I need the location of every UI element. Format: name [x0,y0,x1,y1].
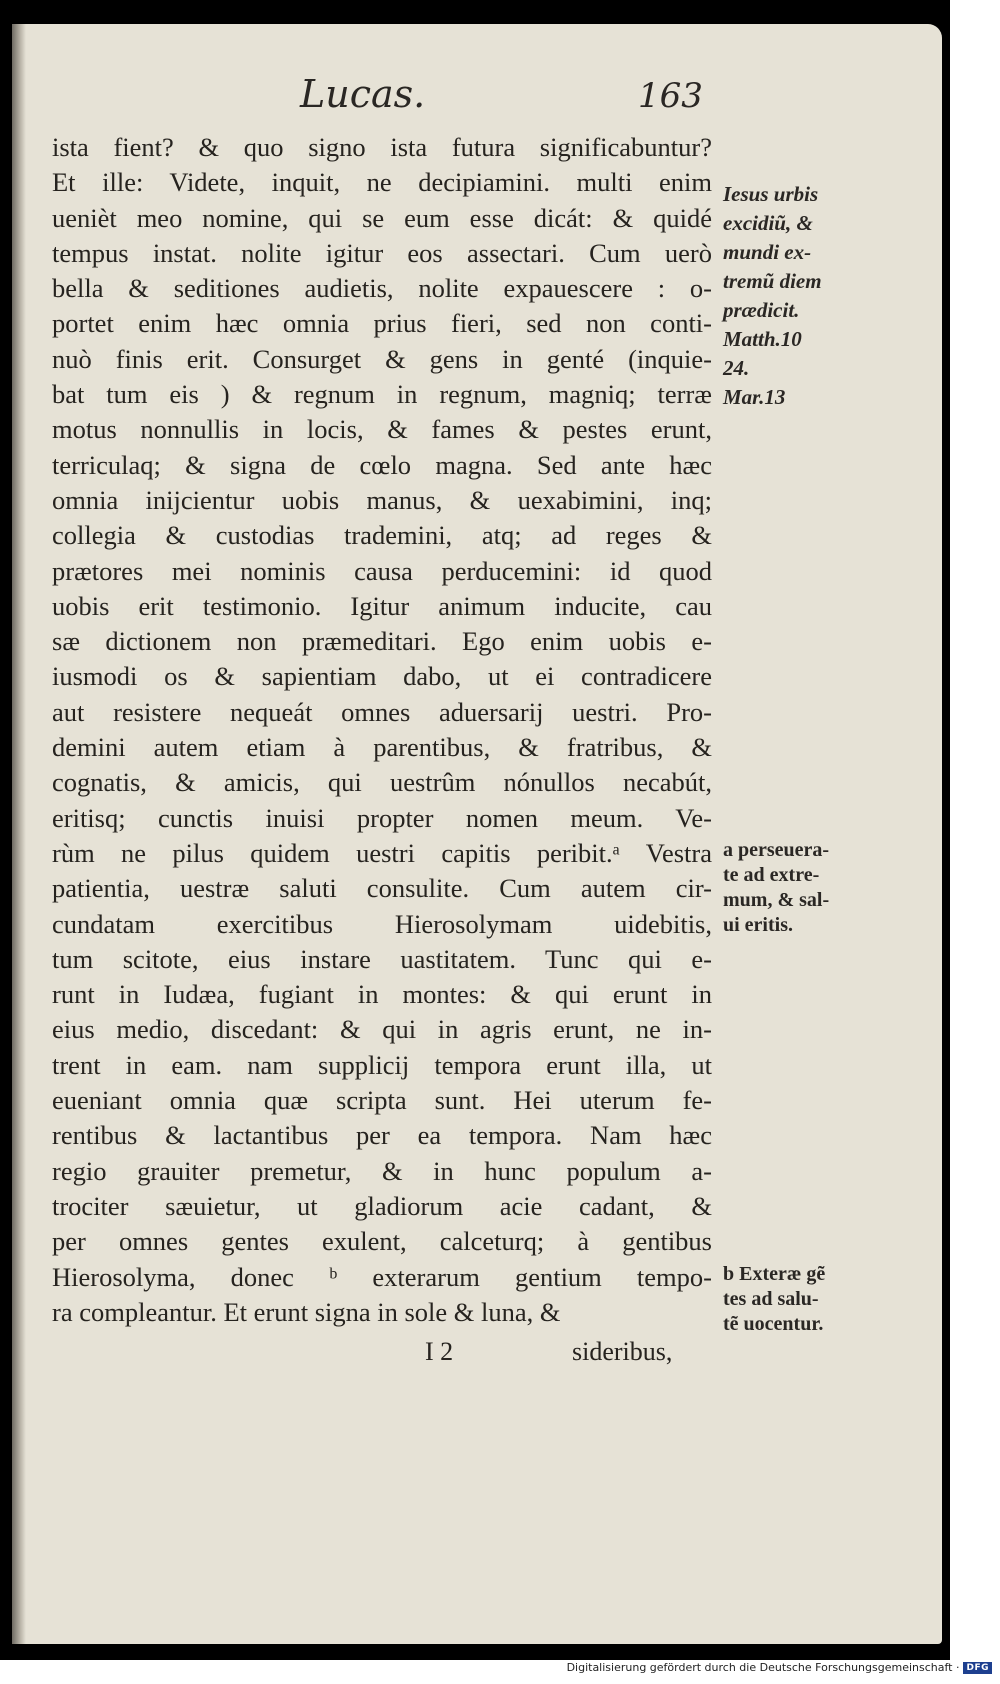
margin-note-line: Matth.10 [723,327,802,351]
text-line: motus nonnullis in locis, & fames & pestes erunt, [52,414,712,445]
margin-note-line: a perseuera- [723,839,830,861]
text-line: regio grauiter premetur, & in hunc populum a- [52,1155,712,1186]
margin-note-line: ui eritis. [723,914,793,936]
text-line: trociter sæuietur, ut gladiorum acie cadant, & [52,1190,712,1221]
catchword: sideribus, [572,1337,673,1366]
digitization-footer [567,1661,992,1674]
text-line: uobis erit testimonio. Igitur animum inducite, cau [52,590,712,621]
text-line: runt in Iudæa, fugiant in montes: & qui erunt in [52,979,712,1010]
margin-note-line: prædicit. [723,298,800,322]
text-line: ra compleantur. Et erunt signa in sole & luna, & [52,1296,561,1327]
margin-note-line: Iesus urbis [723,182,819,206]
margin-note-line: excidiũ, & [723,211,813,235]
main-text-block [52,130,712,1330]
margin-note-line: Mar.13 [723,385,786,409]
text-line: patientia, uestræ saluti consulite. Cum autem cir- [52,873,712,904]
text-line: sæ dictionem non præmeditari. Ego enim uobis e- [52,626,712,657]
text-line: tempus instat. nolite igitur eos assectari. Cum uerò [52,237,712,268]
text-line: terriculaq; & signa de cœlo magna. Sed ante hæc [52,449,712,480]
margin-note-c [723,1262,825,1337]
page-gutter-shadow [12,24,26,1644]
margin-note-line: 24. [723,356,750,380]
text-line: cundatam exercitibus Hierosolymam uidebitis, [52,908,712,939]
text-line: portet enim hæc omnia prius fieri, sed non conti- [52,308,712,339]
running-title: Lucas. [300,72,426,116]
margin-note-line: te ad extre- [723,864,820,886]
margin-note-line: tẽ uocentur. [723,1313,824,1335]
margin-note-line: mum, & sal- [723,889,830,911]
margin-note-a [723,180,822,412]
text-line: Et ille: Videte, inquit, ne decipiamini. multi enim [52,167,712,198]
text-line: collegia & custodias trademini, atq; ad reges & [52,520,712,551]
margin-note-b [723,838,829,938]
text-line: eueniant omnia quæ scripta sunt. Hei uterum fe- [52,1085,712,1116]
text-line: eius medio, discedant: & qui in agris erunt, ne in- [52,1014,712,1045]
signature-mark: I 2 [425,1337,454,1366]
text-line: bat tum eis ) & regnum in regnum, magniq; terræ [52,379,712,410]
text-line: aut resistere nequeát omnes aduersarij uestri. Pro- [52,696,712,727]
dfg-logo: DFG [963,1662,992,1674]
text-line: per omnes gentes exulent, calceturq; à gentibus [52,1226,712,1257]
text-line: demini autem etiam à parentibus, & fratribus, & [52,732,712,763]
margin-note-line: b Exteræ gẽ [723,1263,826,1285]
text-line: nuò finis erit. Consurget & gens in genté (inquie- [52,343,712,374]
text-line: prætores mei nominis causa perducemini: id quod [52,555,712,586]
text-line: rentibus & lactantibus per ea tempora. Nam hæc [52,1120,712,1151]
text-line: cognatis, & amicis, qui uestrûm nónullos necabút, [52,767,712,798]
text-line: omnia inijcientur uobis manus, & uexabimini, inq; [52,484,712,515]
text-line: ista fient? & quo signo ista futura significabuntur? [52,132,712,162]
text-line: bella & seditiones audietis, nolite expauescere : o- [52,273,712,304]
text-line: iusmodi os & sapientiam dabo, ut ei contradicere [52,661,712,692]
text-line: uenièt meo nomine, qui se eum esse dicát: & quidé [52,202,712,233]
text-line: trent in eam. nam supplicij tempora erunt illa, ut [52,1049,712,1080]
text-line: tum scitote, eius instare uastitatem. Tunc qui e- [52,943,712,974]
margin-note-line: tes ad salu- [723,1288,819,1310]
text-line: rùm ne pilus quidem uestri capitis peribit.ᵃ Vestra [52,837,712,868]
margin-note-line: tremũ diem [723,269,822,293]
page-number: 163 [638,76,703,116]
margin-note-line: mundi ex- [723,240,812,264]
text-line: eritisq; cunctis inuisi propter nomen meum. Ve- [52,802,712,833]
text-line: Hierosolyma, donec ᵇ exterarum gentium tempo- [52,1261,712,1292]
footer-credit: Digitalisierung gefördert durch die Deutsche Forschungsgemeinschaft · [566,1661,960,1674]
